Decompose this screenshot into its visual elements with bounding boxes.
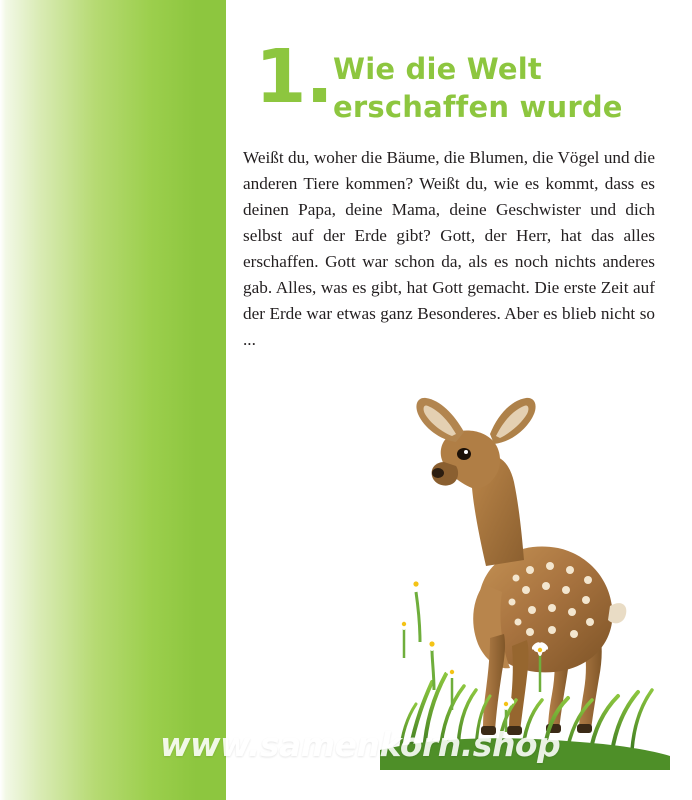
chapter-number: 1. xyxy=(255,34,333,120)
chapter-title xyxy=(333,50,663,126)
green-band-edge xyxy=(219,0,226,800)
chapter-heading xyxy=(243,34,663,134)
body-paragraph: Weißt du, woher die Bäume, die Blumen, die Vögel und die anderen Tiere kommen? Weißt du, wie es kommt, dass es deinen Papa, deine Mama, deine Geschwister und dich selbst auf der Erde gibt? Gott, der Herr, hat das alles erschaffen. Gott war schon da, als es noch nichts anderes gab. Alles, was es gibt, hat Gott gemacht. Die erste Zeit auf der Erde war etwas ganz Besonderes. Aber es blieb nicht so ... xyxy=(243,148,655,349)
fawn-nose xyxy=(432,468,444,478)
chapter-title-line-1: Wie die Welt xyxy=(333,52,542,86)
watermark-url: www.samenkorn.shop xyxy=(160,725,561,764)
fawn-illustration xyxy=(380,370,670,770)
left-green-gradient-band xyxy=(0,0,226,800)
chapter-title-line-2: erschaffen wurde xyxy=(333,90,623,124)
fawn-illustration-svg xyxy=(380,370,670,770)
fawn-eye xyxy=(457,448,471,460)
fawn-tail xyxy=(608,603,626,623)
